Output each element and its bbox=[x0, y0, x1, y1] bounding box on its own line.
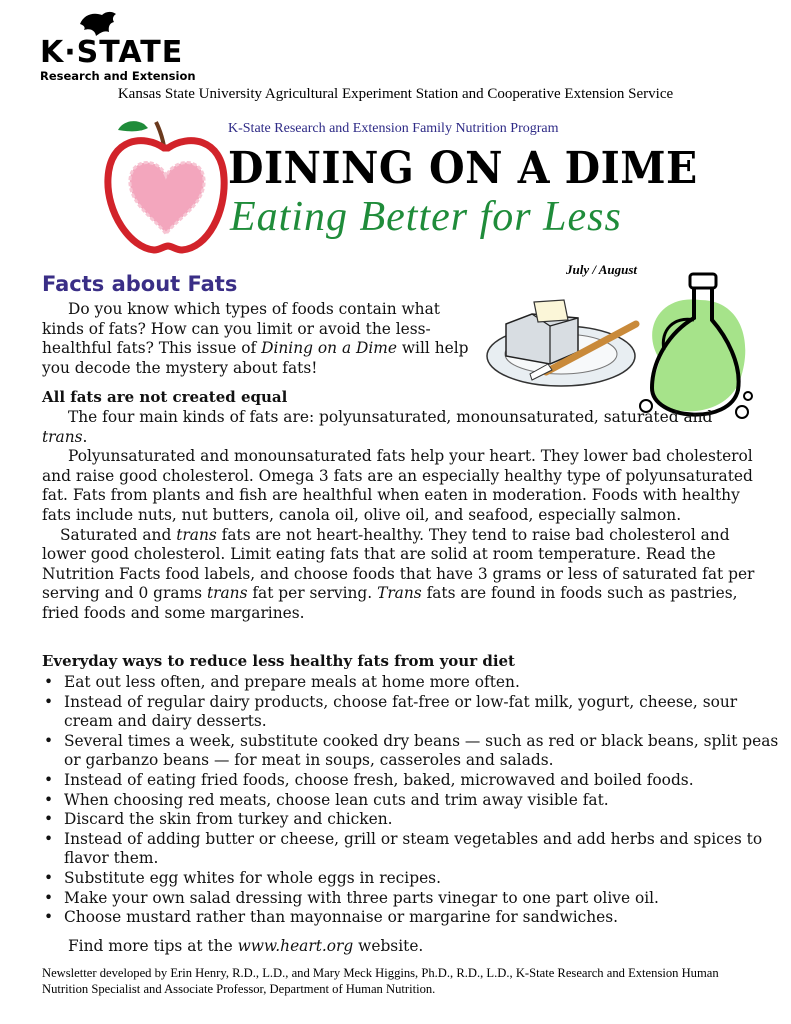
program-name: K-State Research and Extension Family Nutrition Program bbox=[228, 121, 559, 136]
p3-f: Trans bbox=[377, 584, 422, 603]
intro-italic: Dining on a Dime bbox=[261, 339, 397, 358]
list-item: • Instead of regular dairy products, choose fat-free or low-fat milk, yogurt, cheese, sour cream and dairy desserts. bbox=[42, 693, 782, 732]
p3-d: trans bbox=[206, 584, 248, 603]
tips-list bbox=[42, 673, 782, 928]
more-tips-line bbox=[68, 937, 423, 957]
p1-text: The four main kinds of fats are: polyunsaturated, monounsaturated, saturated and bbox=[68, 408, 713, 426]
p1-end: . bbox=[82, 427, 88, 446]
list-item: • When choosing red meats, choose lean cuts and trim away visible fat. bbox=[42, 791, 782, 811]
article-heading: Facts about Fats bbox=[42, 272, 238, 296]
list-item: • Several times a week, substitute cooked dry beans — such as red or black beans, split peas or garbanzo beans — for meat in soups, casseroles and salads. bbox=[42, 732, 782, 771]
p3-b: trans bbox=[176, 525, 217, 544]
section1-paragraph1 bbox=[42, 408, 762, 447]
section2-heading: Everyday ways to reduce less healthy fats from your diet bbox=[42, 652, 515, 670]
intro-text-end: will help you decode the mystery about fats! bbox=[42, 339, 469, 377]
intro-text: Do you know which types of foods contain what kinds of fats? How can you limit or avoid the less-healthful fats? This issue of bbox=[42, 300, 440, 358]
list-item: • Make your own salad dressing with three parts vinegar to one part olive oil. bbox=[42, 889, 782, 909]
wildcat-icon bbox=[78, 10, 118, 38]
section1-heading: All fats are not created equal bbox=[42, 388, 288, 406]
section1-body bbox=[42, 408, 762, 624]
p3-g: fats are found in foods such as pastries, fried foods and some margarines. bbox=[42, 584, 738, 622]
heart-org-link[interactable]: www.heart.org bbox=[237, 937, 354, 955]
p3-a: Saturated and bbox=[60, 525, 177, 544]
footer-credits: Newsletter developed by Erin Henry, R.D., L.D., and Mary Meck Higgins, Ph.D., R.D., L.D., K-State Research and Extension Human Nutrition Specialist and Associate Professor, Department of Human Nutrition. bbox=[42, 966, 719, 996]
issue-date: July / August bbox=[566, 262, 638, 277]
p3-e: fat per serving. bbox=[247, 584, 378, 603]
list-item: • Choose mustard rather than mayonnaise or margarine for sandwiches. bbox=[42, 908, 782, 928]
butter-dish-icon bbox=[486, 294, 646, 394]
newsletter-subtitle: Eating Better for Less bbox=[230, 194, 622, 240]
section1-paragraph2: Polyunsaturated and monounsaturated fats help your heart. They lower bad cholesterol and raise good cholesterol. Omega 3 fats are an especially healthy type of polyunsaturated fat. Fats from plants and fish are healthful when eaten in moderation. Foods with healthy fats include nuts, nut butters, canola oil, olive oil, and seafood, especially salmon. bbox=[42, 447, 753, 524]
apple-heart-icon bbox=[104, 116, 229, 256]
p3-c: fats are not heart-healthy. They tend to raise bad cholesterol and lower good cholesterol. Limit eating fats that are solid at room temperature. Read the Nutrition Facts food labels, and choose foods that have 3 grams or less of saturated fat per serving and 0 grams bbox=[42, 525, 755, 603]
logo-tagline: Research and Extension bbox=[40, 69, 196, 83]
section1-paragraph3 bbox=[42, 526, 762, 624]
list-item: • Instead of adding butter or cheese, grill or steam vegetables and add herbs and spices to flavor them. bbox=[42, 830, 782, 869]
more-tips-end: website. bbox=[353, 937, 424, 955]
list-item: • Discard the skin from turkey and chicken. bbox=[42, 810, 782, 830]
p1-italic: trans bbox=[42, 427, 83, 446]
list-item: • Eat out less often, and prepare meals at home more often. bbox=[42, 673, 782, 693]
station-line: Kansas State University Agricultural Experiment Station and Cooperative Extension Service bbox=[117, 86, 674, 102]
list-item: • Substitute egg whites for whole eggs in recipes. bbox=[42, 869, 782, 889]
list-item: • Instead of eating fried foods, choose fresh, baked, microwaved and boiled foods. bbox=[42, 771, 782, 791]
intro-paragraph bbox=[42, 300, 482, 378]
kstate-logo[interactable]: K·STATE bbox=[40, 35, 184, 70]
newsletter-title: DINING ON A DIME bbox=[228, 143, 698, 194]
more-tips-text: Find more tips at the bbox=[68, 937, 238, 955]
